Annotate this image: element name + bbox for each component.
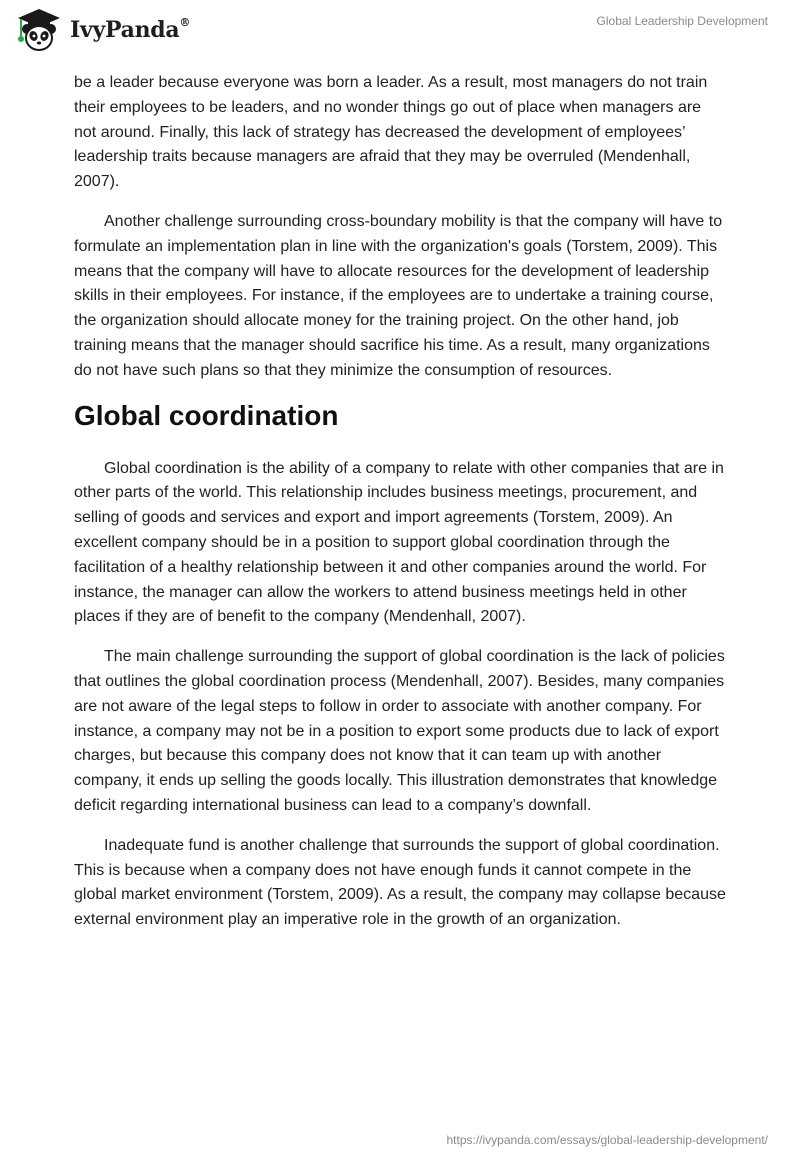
source-url[interactable]: https://ivypanda.com/essays/global-leadership-development/ — [446, 1133, 768, 1147]
page-header — [0, 0, 800, 64]
paragraph-global-coordination-challenge: The main challenge surrounding the support of global coordination is the lack of policies that outlines the global coordination process (Mendenhall, 2007). Besides, many companies are not aware of the legal steps to follow in order to associate with another company. For instance, a company may not be in a position to export some products due to lack of export charges, but because this company does not know that it can team up with another company, it ends up selling the goods locally. This illustration demonstrates that knowledge deficit regarding international business can lead to a company’s downfall. — [74, 648, 725, 814]
paragraph-continued: be a leader because everyone was born a leader. As a result, most managers do not train their employees to be leaders, and no wonder things go out of place when managers are not around. Finally, this lack of strategy has decreased the development of employees’ leadership traits because managers are afraid that they may be overruled (Mendenhall, 2007). — [74, 74, 708, 191]
document-title: Global Leadership Development — [596, 14, 768, 28]
paragraph-inadequate-fund: Inadequate fund is another challenge that surrounds the support of global coordination. This is because when a company does not have enough funds it cannot compete in the global market environment (Torstem, 2009). As a result, the company may collapse because external environment play an imperative role in the growth of an organization. — [74, 836, 726, 929]
section-heading-global-coordination: Global coordination — [74, 399, 339, 431]
ivypanda-logo[interactable] — [14, 7, 190, 53]
essay-content — [74, 71, 726, 948]
paragraph-global-coordination-definition: Global coordination is the ability of a company to relate with other companies that are in other parts of the world. This relationship includes business meetings, procurement, and selling of goods and services and export and import agreements (Torstem, 2009). An excellent company should be in a position to support global coordination through the facilitation of a healthy relationship between it and other companies around the world. For instance, the manager can allow the workers to attend business meetings held in other places if they are of benefit to the company (Mendenhall, 2007). — [74, 459, 724, 626]
panda-graduation-cap-icon — [14, 7, 64, 53]
brand-name: IvyPanda® — [70, 15, 191, 43]
paragraph-cross-boundary-mobility: Another challenge surrounding cross-boundary mobility is that the company will have to formulate an implementation plan in line with the organization's goals (Torstem, 2009). This means that the company will have to allocate resources for the development of leadership skills in their employees. For instance, if the employees are to undertake a training course, the organization should allocate money for the training project. On the other hand, job training means that the manager should sacrifice his time. As a result, many organizations do not have such plans so that they minimize the consumption of resources. — [74, 212, 723, 379]
